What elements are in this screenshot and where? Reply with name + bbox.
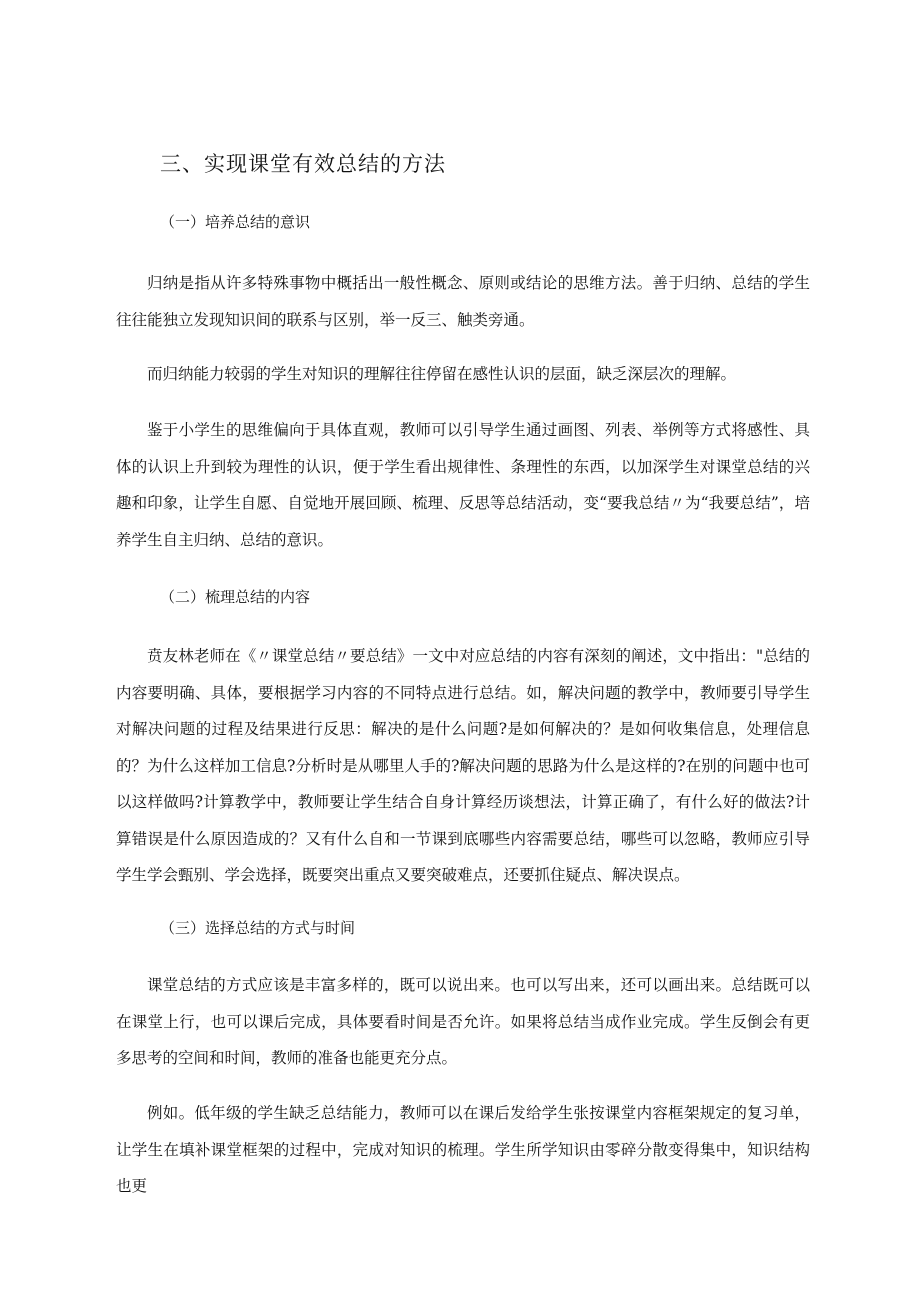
paragraph: 而归纳能力较弱的学生对知识的理解往往停留在感性认识的层面，缺乏深层次的理解。 — [147, 365, 737, 383]
section-title: 三、实现课堂有效总结的方法 — [160, 152, 446, 176]
paragraph: 鉴于小学生的思维偏向于具体直观，教师可以引导学生通过画图、列表、举例等方式将感性、具体的认识上升到较为理性的认识，便于学生看出规律性、条理性的东西，以加深学生对课堂总结的兴趣和印象，让学生自愿、自觉地开展回顾、梳理、反思等总结活动，变“要我总结〃为“我要总结”，培养学生自主归纳、总结的意识。 — [116, 421, 810, 549]
subsection-heading-2: （二）梳理总结的内容 — [160, 588, 311, 606]
paragraph: 贲友林老师在《〃课堂总结〃要总结》一文中对应总结的内容有深刻的阐述，文中指出："总结的内容要明确、具体，要根据学习内容的不同特点进行总结。如，解决问题的教学中，教师要引导学生对解决问题的过程及结果进行反思：解决的是什么问题?是如何解决的？是如何收集信息，处理信息的？为什么这样加工信息?分析时是从哪里人手的?解决问题的思路为什么是这样的?在别的问题中也可以这样做吗?计算教学中，教师要让学生结合自身计算经历谈想法，计算正确了，有什么好的做法?计算错误是什么原因造成的？又有什么自和一节课到底哪些内容需要总结，哪些可以忽略，教师应引导学生学会甄别、学会选择，既要突出重点又要突破难点，还要抓住疑点、解决误点。 — [116, 647, 810, 884]
subsection-heading-1: （一）培养总结的意识 — [160, 213, 311, 231]
subsection-heading-3: （三）选择总结的方式与时间 — [160, 919, 356, 937]
paragraph: 归纳是指从许多特殊事物中概括出一般性概念、原则或结论的思维方法。善于归纳、总结的学生往往能独立发现知识间的联系与区别，举一反三、触类旁通。 — [116, 274, 810, 329]
paragraph: 例如。低年级的学生缺乏总结能力，教师可以在课后发给学生张按课堂内容框架规定的复习单，让学生在填补课堂框架的过程中，完成对知识的梳理。学生所学知识由零碎分散变得集中，知识结构也更 — [116, 1104, 810, 1195]
paragraph: 课堂总结的方式应该是丰富多样的，既可以说出来。也可以写出来，还可以画出来。总结既可以在课堂上行，也可以课后完成，具体要看时间是否允许。如果将总结当成作业完成。学生反倒会有更多思考的空间和时间，教师的准备也能更充分点。 — [116, 976, 810, 1067]
